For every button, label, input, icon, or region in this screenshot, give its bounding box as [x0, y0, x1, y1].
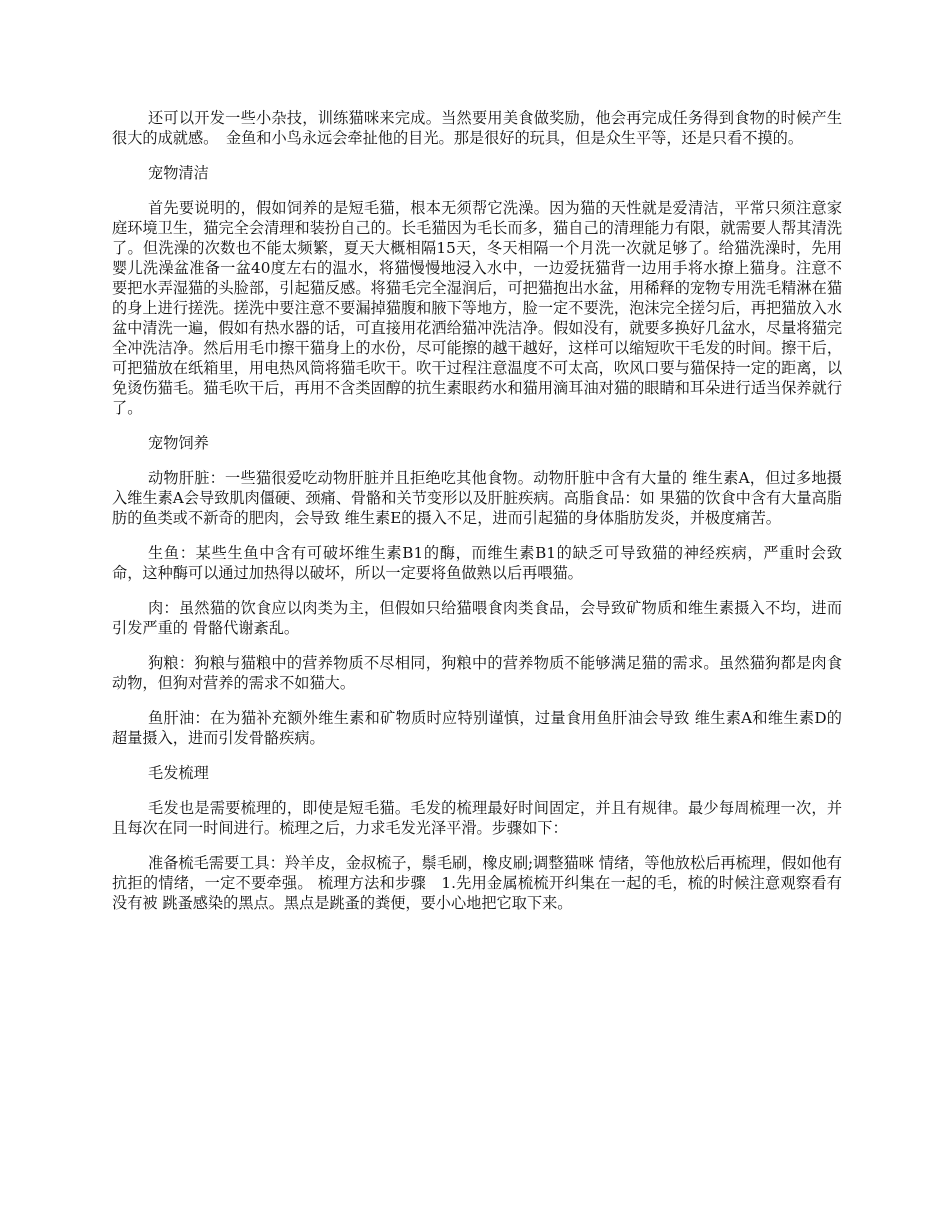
paragraph-dog-food: 狗粮：狗粮与猫粮中的营养物质不尽相同，狗粮中的营养物质不能够满足猫的需求。虽然猫狗都是肉食动物，但狗对营养的需求不如猫大。: [112, 654, 842, 692]
paragraph-grooming-intro: 毛发也是需要梳理的，即使是短毛猫。毛发的梳理最好时间固定，并且有规律。最少每周梳理一次，并且每次在同一时间进行。梳理之后，力求毛发光泽平滑。步骤如下：: [112, 799, 842, 837]
paragraph-fish-oil: 鱼肝油：在为猫补充额外维生素和矿物质时应特别谨慎，过量食用鱼肝油会导致 维生素A和维生素D的超量摄入，进而引发骨骼疾病。: [112, 709, 842, 747]
paragraph-animal-liver: 动物肝脏：一些猫很爱吃动物肝脏并且拒绝吃其他食物。动物肝脏中含有大量的 维生素A，但过多地摄入维生素A会导致肌肉僵硬、颈痛、骨骼和关节变形以及肝脏疾病。高脂食品：如 果猫的饮食中含有大量高脂肪的鱼类或不新奇的肥肉，会导致 维生素E的摄入不足，进而引起猫的身体脂肪发炎，并极度痛苦。: [112, 469, 842, 527]
heading-pet-cleaning: 宠物清洁: [148, 164, 209, 182]
paragraph-grooming-steps: 准备梳毛需要工具：羚羊皮，金叔梳子，鬃毛刷，橡皮刷;调整猫咪 情绪，等他放松后再梳理，假如他有抗拒的情绪，一定不要牵强。 梳理方法和步骤 1.先用金属梳梳开纠集在一起的毛，梳的时候注意观察看有没有被 跳蚤感染的黑点。黑点是跳蚤的粪便，要小心地把它取下来。: [112, 854, 842, 912]
heading-grooming: 毛发梳理: [148, 764, 209, 782]
paragraph-bathing: 首先要说明的，假如饲养的是短毛猫，根本无须帮它洗澡。因为猫的天性就是爱清洁，平常只须注意家庭环境卫生，猫完全会清理和装扮自己的。长毛猫因为毛长而多，猫自己的清理能力有限，就需要人帮其清洗了。但洗澡的次数也不能太频繁，夏天大概相隔15天，冬天相隔一个月洗一次就足够了。给猫洗澡时，先用婴儿洗澡盆准备一盆40度左右的温水，将猫慢慢地浸入水中，一边爱抚猫背一边用手将水撩上猫身。注意不要把水弄湿猫的头脸部，引起猫反感。将猫毛完全湿润后，可把猫抱出水盆，用稀释的宠物专用洗毛精淋在猫的身上进行搓洗。搓洗中要注意不要漏掉猫腹和腋下等地方，脸一定不要洗，泡沫完全搓匀后，再把猫放入水盆中清洗一遍，假如有热水器的话，可直接用花洒给猫冲洗洁净。假如没有，就要多换好几盆水，尽量将猫完全冲洗洁净。然后用毛巾擦干猫身上的水份，尽可能擦的越干越好，这样可以缩短吹干毛发的时间。擦干后，可把猫放在纸箱里，用电热风筒将猫毛吹干。吹干过程注意温度不可太高，吹风口要与猫保持一定的距离，以免烫伤猫毛。猫毛吹干后，再用不含类固醇的抗生素眼药水和猫用滴耳油对猫的眼睛和耳朵进行适当保养就行了。: [112, 199, 842, 417]
heading-pet-feeding: 宠物饲养: [148, 434, 209, 452]
paragraph-raw-fish: 生鱼：某些生鱼中含有可破坏维生素B1的酶，而维生素B1的缺乏可导致猫的神经疾病，严重时会致命，这种酶可以通过加热得以破坏，所以一定要将鱼做熟以后再喂猫。: [112, 544, 842, 582]
paragraph-meat: 肉：虽然猫的饮食应以肉类为主，但假如只给猫喂食肉类食品，会导致矿物质和维生素摄入不均，进而引发严重的 骨骼代谢紊乱。: [112, 599, 842, 637]
paragraph-tricks: 还可以开发一些小杂技，训练猫咪来完成。当然要用美食做奖励，他会再完成任务得到食物的时候产生很大的成就感。 金鱼和小鸟永远会牵扯他的目光。那是很好的玩具，但是众生平等，还是只看不摸的。: [112, 109, 842, 147]
document-page: [112, 108, 842, 928]
